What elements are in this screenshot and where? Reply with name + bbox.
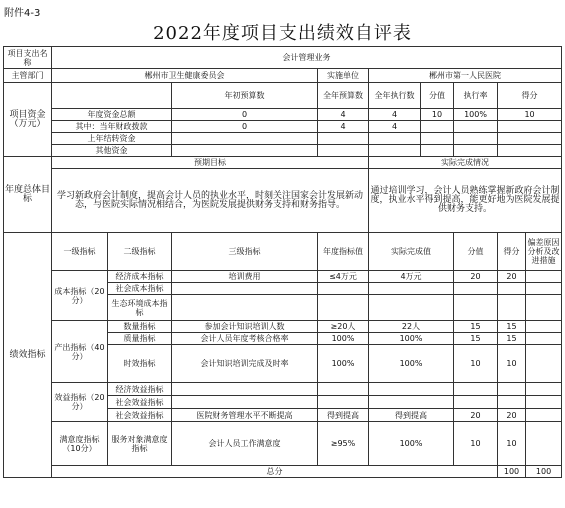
perf-level3: 会计知识培训完成及时率: [172, 345, 318, 383]
funds-cell: 4: [318, 121, 369, 133]
perf-header-value: 分值: [454, 233, 498, 271]
dept-value: 郴州市卫生健康委员会: [52, 69, 318, 83]
perf-value: 15: [454, 333, 498, 345]
perf-level1: 产出指标（40分）: [52, 321, 108, 383]
perf-level2: 数量指标: [108, 321, 172, 333]
funds-cell: 4: [318, 109, 369, 121]
funds-header-score: 得分: [498, 83, 562, 109]
attachment-label: 附件4-3: [4, 8, 41, 19]
perf-level2: 生态环境成本指标: [108, 295, 172, 321]
funds-cell: 10: [421, 109, 454, 121]
perf-actual: 22人: [369, 321, 454, 333]
perf-level1: 效益指标（20分）: [52, 383, 108, 422]
perf-actual: 得到提高: [369, 409, 454, 422]
perf-level1: 成本指标（20分）: [52, 271, 108, 321]
perf-level2: 质量指标: [108, 333, 172, 345]
funds-cell: [421, 121, 454, 133]
funds-cell: [454, 121, 498, 133]
perf-score: 10: [498, 345, 526, 383]
goals-label: 年度总体目标: [4, 157, 52, 233]
perf-actual: 4万元: [369, 271, 454, 283]
perf-level2: 时效指标: [108, 345, 172, 383]
project-name-value: 会计管理业务: [52, 47, 562, 69]
funds-cell: 0: [172, 109, 318, 121]
perf-level2: 社会成本指标: [108, 283, 172, 295]
perf-level2: 服务对象满意度指标: [108, 422, 172, 466]
funds-header-annual: 全年预算数: [318, 83, 369, 109]
perf-value: 15: [454, 321, 498, 333]
perf-value: 10: [454, 345, 498, 383]
perf-header-actual: 实际完成值: [369, 233, 454, 271]
perf-header-level2: 二级指标: [108, 233, 172, 271]
perf-header-level1: 一级指标: [52, 233, 108, 271]
goals-expected-label: 预期目标: [52, 157, 369, 169]
funds-row-label: 上年结转资金: [52, 133, 172, 145]
perf-level3: 培训费用: [172, 271, 318, 283]
funds-header-executed: 全年执行数: [369, 83, 421, 109]
goals-actual-text: 通过培训学习，会计人员熟练掌握新政府会计制度，执业水平得到提高，能更好地为医院发展提供财务支持。: [369, 169, 562, 233]
perf-value: 10: [454, 422, 498, 466]
funds-header-value: 分值: [421, 83, 454, 109]
page-title: 2022年度项目支出绩效自评表: [153, 23, 412, 44]
perf-target: ≥95%: [318, 422, 369, 466]
perf-level2: 社会效益指标: [108, 409, 172, 422]
perf-level3: 参加会计知识培训人数: [172, 321, 318, 333]
perf-score: 20: [498, 271, 526, 283]
project-name-label: 项目支出名称: [4, 47, 52, 69]
perf-label: 绩效指标: [4, 233, 52, 478]
funds-header-rate: 执行率: [454, 83, 498, 109]
funds-cell: 10: [498, 109, 562, 121]
perf-score: 10: [498, 422, 526, 466]
perf-target: ≤4万元: [318, 271, 369, 283]
perf-score: 20: [498, 409, 526, 422]
perf-score: 15: [498, 333, 526, 345]
perf-level3: 医院财务管理水平不断提高: [172, 409, 318, 422]
funds-cell: 100%: [454, 109, 498, 121]
perf-score: 15: [498, 321, 526, 333]
perf-level2: 经济效益指标: [108, 383, 172, 396]
perf-actual: 100%: [369, 333, 454, 345]
impl-label: 实施单位: [318, 69, 369, 83]
perf-level1: 满意度指标（10分）: [52, 422, 108, 466]
impl-value: 郴州市第一人民医院: [369, 69, 562, 83]
perf-level2: 经济成本指标: [108, 271, 172, 283]
funds-row-label: 年度资金总额: [52, 109, 172, 121]
perf-level3: 会计人员工作满意度: [172, 422, 318, 466]
goals-actual-label: 实际完成情况: [369, 157, 562, 169]
perf-target: 100%: [318, 345, 369, 383]
perf-value: 20: [454, 271, 498, 283]
perf-target: ≥20人: [318, 321, 369, 333]
perf-header-level3: 三级指标: [172, 233, 318, 271]
funds-cell: 4: [369, 121, 421, 133]
goals-expected-text: 学习新政府会计制度，提高会计人员的执业水平，时刻关注国家会计发展新动态，与医院实际情况相结合，为医院发展提供财务支持和财务指导。: [52, 169, 369, 233]
dept-label: 主管部门: [4, 69, 52, 83]
funds-row-label: 其他资金: [52, 145, 172, 157]
total-label: 总分: [52, 466, 498, 478]
perf-level3: 会计人员年度考核合格率: [172, 333, 318, 345]
funds-label: 项目资金（万元）: [4, 83, 52, 157]
perf-header-target: 年度指标值: [318, 233, 369, 271]
perf-target: 得到提高: [318, 409, 369, 422]
funds-cell: 4: [369, 109, 421, 121]
perf-actual: 100%: [369, 345, 454, 383]
total-value: 100: [498, 466, 526, 478]
perf-actual: 100%: [369, 422, 454, 466]
self-evaluation-table: [3, 46, 562, 478]
perf-target: 100%: [318, 333, 369, 345]
perf-header-deviation: 偏差原因分析及改进措施: [526, 233, 562, 271]
perf-header-score: 得分: [498, 233, 526, 271]
funds-cell: [498, 121, 562, 133]
perf-level2: 社会效益指标: [108, 396, 172, 409]
funds-cell: 0: [172, 121, 318, 133]
funds-row-label: 其中：当年财政拨款: [52, 121, 172, 133]
perf-value: 20: [454, 409, 498, 422]
total-score: 100: [526, 466, 562, 478]
funds-header-initial: 年初预算数: [172, 83, 318, 109]
